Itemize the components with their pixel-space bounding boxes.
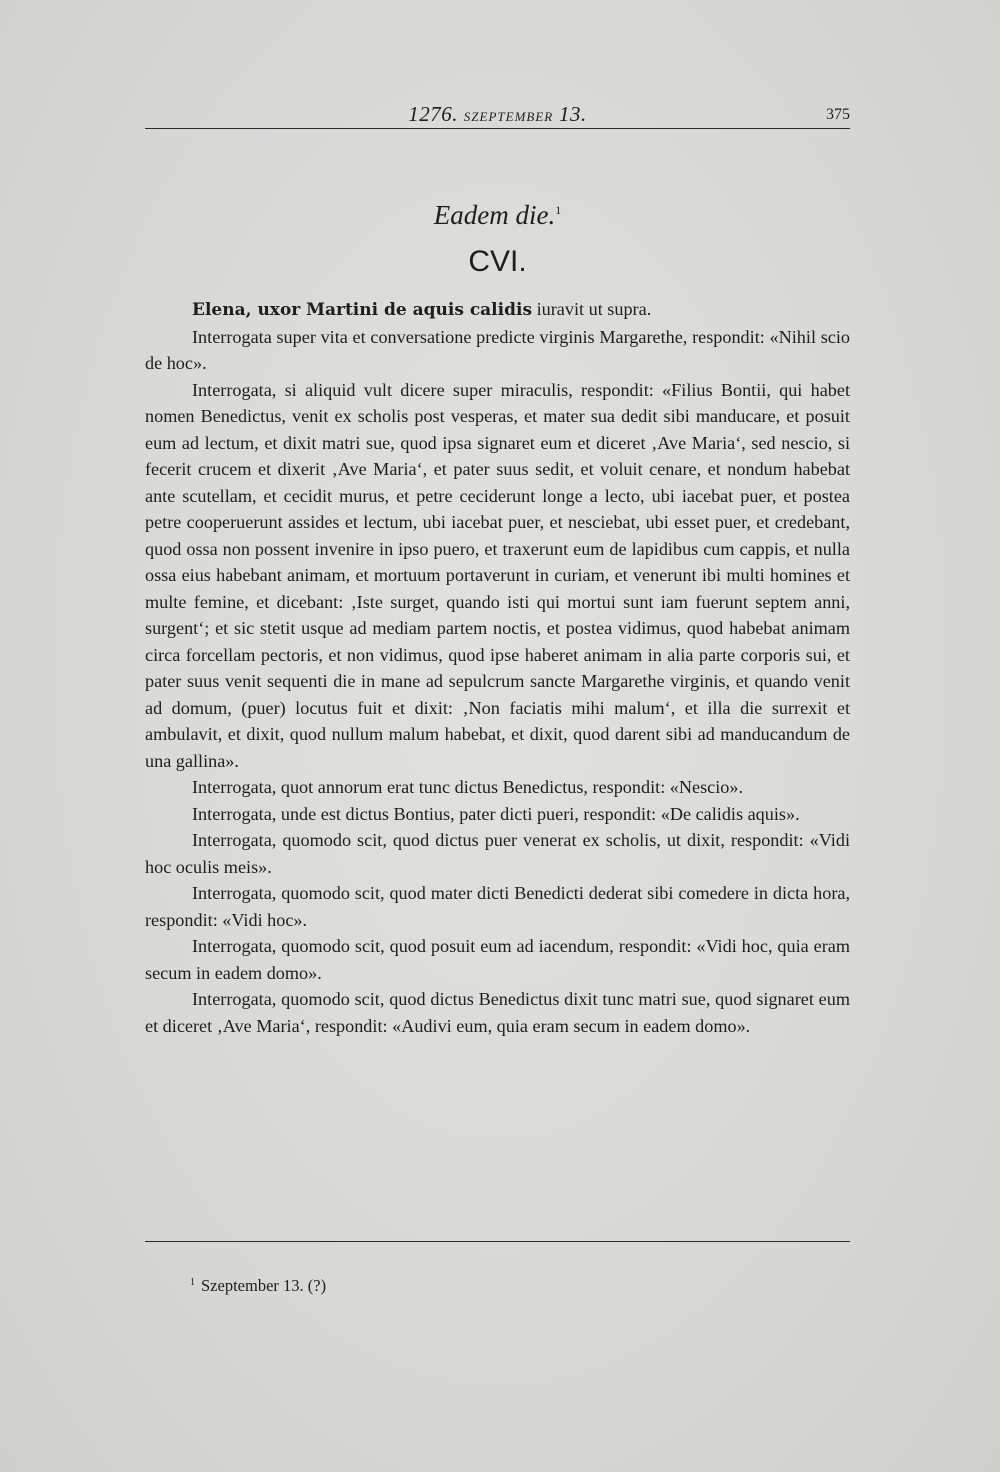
witness-name: Elena, uxor Martini de aquis calidis — [192, 300, 533, 320]
footnote-marker: 1 — [190, 1276, 195, 1288]
document-number: CVI. — [468, 245, 527, 278]
header-day: 13. — [558, 102, 587, 126]
footnote-reference: 1 — [555, 203, 562, 217]
witness-paragraph — [145, 296, 850, 324]
paragraph: Interrogata super vita et conversatione predicte virginis Margarethe, respondit: «Nihil scio de hoc». — [145, 326, 850, 373]
body-text — [145, 296, 850, 1039]
paragraph: Interrogata, quomodo scit, quod posuit eum ad iacendum, respondit: «Vidi hoc, quia eram secum in eadem domo». — [145, 936, 850, 983]
paragraph: Interrogata, quomodo scit, quod dictus puer venerat ex scholis, ut dixit, respondit: «Vidi hoc oculis meis». — [145, 830, 850, 877]
page-number: 375 — [826, 106, 850, 123]
date-heading — [145, 200, 850, 231]
paragraph: Interrogata, quomodo scit, quod dictus Benedictus dixit tunc matri sue, quod signaret eum et diceret ‚Ave Maria‘, respondit: «Audivi eum, quia eram secum in eadem domo». — [145, 989, 850, 1036]
footnote-rule — [145, 1241, 850, 1242]
paragraph: Interrogata, unde est dictus Bontius, pater dicti pueri, respondit: «De calidis aquis». — [192, 803, 800, 824]
witness-oath: iuravit ut supra. — [532, 299, 652, 319]
footnote-text: Szeptember 13. (?) — [201, 1276, 327, 1295]
header-year: 1276. — [408, 102, 459, 126]
date-heading-text: Eadem die. — [433, 200, 556, 230]
paragraph: Interrogata, quomodo scit, quod mater dicti Benedicti dederat sibi comedere in dicta hora, respondit: «Vidi hoc». — [145, 883, 850, 930]
running-header — [145, 100, 850, 130]
header-rule — [145, 128, 850, 129]
header-month: SZEPTEMBER — [463, 109, 554, 124]
footnote — [190, 1276, 326, 1296]
running-title — [145, 102, 850, 127]
paragraph: Interrogata, si aliquid vult dicere super miraculis, respondit: «Filius Bontii, qui habet nomen Benedictus, venit ex scholis post vesperas, et mater sua dedit sibi manducare, et posuit eum ad lectum, et dixit matri sue, quod ipsa signaret eum et diceret ‚Ave Maria‘, sed nescio, si fecerit crucem et dixerit ‚Ave Maria‘, et pater suus sedit, et voluit cenare, et nondum habebat ante scutellam, et cecidit murus, et petre ceciderunt longe a lecto, ubi iacebat puer, et postea petre cooperuerunt assides et lectum, ubi iacebat puer, et nesciebat, ubi esset puer, et credebant, quod ossa non possent invenire in ipso puero, et traxerunt eum de lapidibus cum cappis, et nulla ossa eius habebant animam, et mortuum portaverunt in curiam, et venerunt ibi multi homines et multe femine, et dicebant: ‚Iste surget, quando isti qui mortui sunt iam fuerunt septem anni, surgent‘; et sic stetit usque ad mediam partem noctis, et postea vidimus, quod habebat animam circa forcellam pectoris, et non vidimus, quod ipse haberet animam in alia parte corporis sui, et pater suus venit sequenti die in mane ad sepulcrum sancte Margarethe virginis, et quando venit ad domum, (puer) locutus fuit et dixit: ‚Non faciatis mihi malum‘, et illa die surrexit et ambulavit, et dixit, quod nullum malum habebat, et dixit, quod darent sibi ad manducandum de una gallina». — [145, 379, 850, 771]
paragraph: Interrogata, quot annorum erat tunc dictus Benedictus, respondit: «Nescio». — [192, 777, 744, 797]
